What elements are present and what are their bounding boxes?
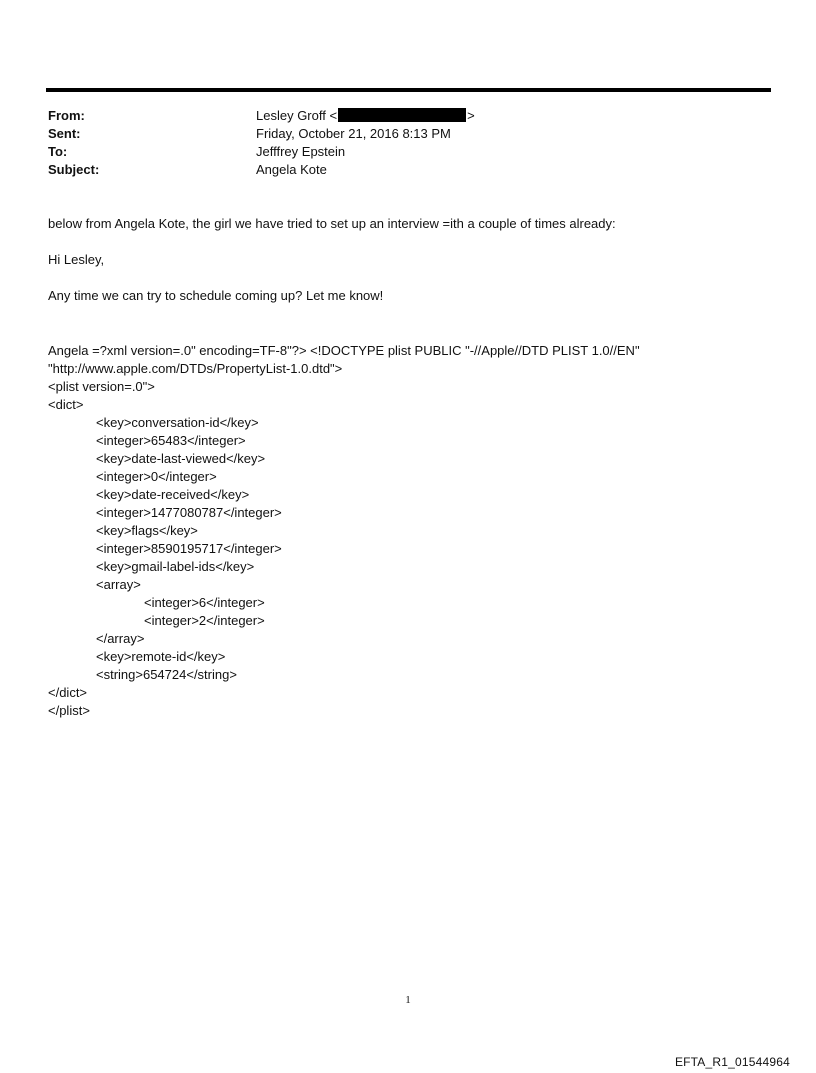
- plist-line: <key>date-last-viewed</key>: [96, 451, 266, 466]
- plist-line: <integer>65483</integer>: [96, 433, 246, 448]
- subject-value: Angela Kote: [256, 162, 327, 177]
- from-close: >: [467, 108, 475, 123]
- to-value: Jefffrey Epstein: [256, 144, 346, 159]
- plist-line: <key>remote-id</key>: [96, 649, 226, 664]
- plist-line: "http://www.apple.com/DTDs/PropertyList-1.0.dtd">: [48, 361, 343, 376]
- plist-line: <plist version=.0">: [48, 379, 155, 394]
- plist-line: <integer>8590195717</integer>: [96, 541, 282, 556]
- from-name: Lesley Groff <: [256, 108, 338, 123]
- plist-line: </plist>: [48, 703, 90, 718]
- plist-line: <string>654724</string>: [96, 667, 237, 682]
- plist-line: <key>conversation-id</key>: [96, 415, 259, 430]
- body-paragraph-intro: below from Angela Kote, the girl we have tried to set up an interview =ith a couple of times already:: [48, 216, 616, 231]
- from-value: [256, 107, 475, 125]
- plist-line: </array>: [96, 631, 145, 646]
- to-row: [48, 143, 475, 161]
- plist-line: <array>: [96, 577, 141, 592]
- sent-row: [48, 125, 475, 143]
- plist-line: <integer>1477080787</integer>: [96, 505, 282, 520]
- plist-line: <integer>0</integer>: [96, 469, 217, 484]
- plist-line: <integer>2</integer>: [144, 613, 265, 628]
- redaction-box: [338, 108, 466, 122]
- plist-line: </dict>: [48, 685, 88, 700]
- plist-line: <integer>6</integer>: [144, 595, 265, 610]
- plist-line: <key>gmail-label-ids</key>: [96, 559, 255, 574]
- plist-line: <key>date-received</key>: [96, 487, 250, 502]
- from-row: [48, 107, 475, 125]
- plist-block: [48, 342, 640, 720]
- sent-value: Friday, October 21, 2016 8:13 PM: [256, 126, 451, 141]
- sent-label: Sent:: [48, 126, 81, 141]
- header-rule: [46, 88, 771, 92]
- to-label: To:: [48, 144, 68, 159]
- subject-label: Subject:: [48, 162, 100, 177]
- email-header: [48, 107, 475, 179]
- from-label: From:: [48, 108, 85, 123]
- subject-row: [48, 161, 475, 179]
- body-paragraph-request: Any time we can try to schedule coming up? Let me know!: [48, 288, 384, 303]
- plist-line: Angela =?xml version=.0" encoding=TF-8"?> <!DOCTYPE plist PUBLIC "-//Apple//DTD PLIST 1.0//EN": [48, 343, 640, 358]
- body-greeting: Hi Lesley,: [48, 252, 105, 267]
- plist-line: <dict>: [48, 397, 84, 412]
- page-number: 1: [405, 994, 411, 1006]
- document-id: EFTA_R1_01544964: [674, 1055, 790, 1069]
- plist-line: <key>flags</key>: [96, 523, 198, 538]
